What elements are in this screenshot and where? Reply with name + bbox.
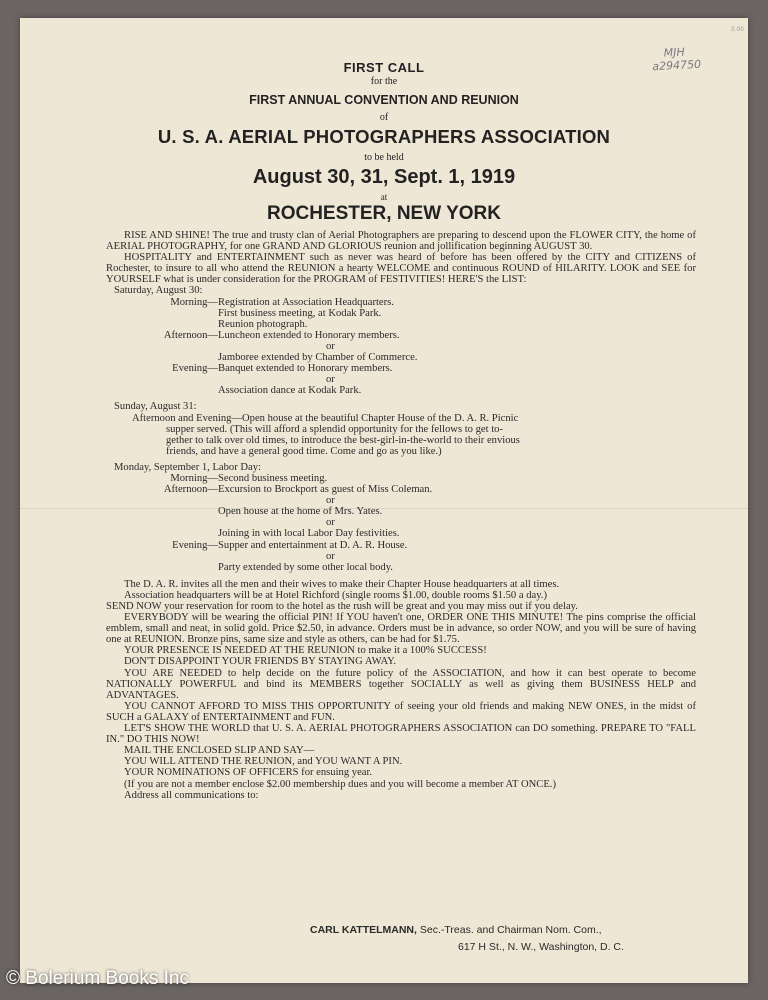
- mon-afternoon-3: Joining in with local Labor Day festivities.: [218, 528, 400, 540]
- for-the-text: for the: [370, 76, 398, 87]
- signature-title: Sec.-Treas. and Chairman Nom. Com.,: [419, 924, 602, 936]
- sun-line-4: friends, and have a general good time. Come and go as you like.): [166, 445, 442, 457]
- closing-membership: (If you are not a member enclose $2.00 membership dues and you will become a member AT ONCE.): [124, 778, 556, 790]
- sat-morning-1: Registration at Association Headquarters.: [218, 296, 394, 308]
- closing-pin: EVERYBODY will be wearing the official PIN! If YOU haven't one, ORDER ONE THIS MINUTE! The pins comprise the official emblem, small and neat, in solid gold. Price $2.50, in advance. Orders must be in advance, so order NOW, and you will be sure of having one at REUNION. Bronze pins, same size and style as others, can be had for $1.75.: [106, 612, 696, 646]
- document-sheet: [20, 18, 748, 983]
- closing-address: Address all communications to:: [124, 789, 259, 801]
- or-text: or: [326, 374, 335, 386]
- sat-afternoon-2: Jamboree extended by Chamber of Commerce.: [218, 352, 418, 364]
- dates-heading: August 30, 31, Sept. 1, 1919: [252, 166, 516, 188]
- sat-morning-3: Reunion photograph.: [218, 318, 308, 330]
- closing-attend: YOU WILL ATTEND THE REUNION, and YOU WANT A PIN.: [124, 756, 403, 768]
- to-be-held-text: to be held: [364, 152, 404, 163]
- of-text: of: [379, 112, 389, 123]
- or-text: or: [326, 495, 335, 507]
- signature-address: 617 H St., N. W., Washington, D. C.: [458, 941, 624, 953]
- signature-name: CARL KATTELMANN,: [310, 924, 417, 936]
- association-heading: U. S. A. AERIAL PHOTOGRAPHERS ASSOCIATION: [157, 126, 611, 147]
- closing-cannot-afford: YOU CANNOT AFFORD TO MISS THIS OPPORTUNITY of seeing your old friends and making NEW ONES, in the midst of SUCH a GALAXY of ENTERTAINMENT and FUN.: [106, 700, 696, 723]
- convention-heading: FIRST ANNUAL CONVENTION AND REUNION: [249, 93, 519, 107]
- closing-presence: YOUR PRESENCE IS NEEDED AT THE REUNION to make it a 100% SUCCESS!: [124, 645, 487, 657]
- monday-heading: Monday, September 1, Labor Day:: [114, 461, 261, 473]
- mon-morning-label: Morning—: [170, 472, 218, 484]
- or-text: or: [326, 550, 335, 562]
- or-text: or: [326, 517, 335, 529]
- mon-morning: Second business meeting.: [218, 472, 328, 484]
- or-text: or: [326, 340, 335, 352]
- closing-mail: MAIL THE ENCLOSED SLIP AND SAY—: [124, 745, 315, 757]
- closing-dar: The D. A. R. invites all the men and their wives to make their Chapter House headquarters at all times.: [124, 578, 560, 590]
- sat-morning-label: Morning—: [170, 296, 218, 308]
- closing-dont-disappoint: DON'T DISAPPOINT YOUR FRIENDS BY STAYING AWAY.: [124, 656, 397, 668]
- sat-evening-1: Banquet extended to Honorary members.: [218, 363, 393, 375]
- intro-paragraph-2: HOSPITALITY and ENTERTAINMENT such as never was heard of before has been offered by the CITY and CITIZENS of Rochester, to insure to all who attend the REUNION a hearty WELCOME and continuous ROUND of HILARITY. LOOK and SEE for YOURSELF what is under consideration for the PROGRAM of FESTIVITIES! HERE'S the LIST:: [106, 252, 696, 286]
- mon-evening-1: Supper and entertainment at D. A. R. House.: [218, 539, 408, 551]
- sun-line-2: supper served. (This will afford a splendid opportunity for the fellows to get to-: [166, 423, 503, 435]
- schedule-monday: [106, 462, 696, 573]
- sat-evening-2: Association dance at Kodak Park.: [218, 385, 362, 397]
- closing-show-world: LET'S SHOW THE WORLD that U. S. A. AERIAL PHOTOGRAPHERS ASSOCIATION can DO something. PREPARE TO "FALL IN." DO THIS NOW!: [106, 723, 696, 746]
- document-body: [106, 230, 696, 801]
- at-text: at: [380, 192, 388, 202]
- city-heading: ROCHESTER, NEW YORK: [266, 203, 501, 224]
- signature-line: [310, 924, 602, 936]
- sat-evening-label: Evening—: [172, 363, 218, 375]
- mon-afternoon-label: Afternoon—: [163, 484, 218, 496]
- sat-afternoon-label: Afternoon—: [163, 329, 218, 341]
- closing-section: [106, 579, 696, 801]
- mon-evening-2: Party extended by some other local body.: [218, 561, 393, 573]
- closing-send-now: SEND NOW your reservation for room to the hotel as the rush will be great and you may miss out if you delay.: [106, 601, 578, 612]
- pencil-line-2: a294750: [652, 57, 702, 74]
- closing-hotel: Association headquarters will be at Hotel Richford (single rooms $1.00, double rooms $1.50 a day.): [124, 589, 547, 601]
- sun-line-3: gether to talk over old times, to introduce the best-girl-in-the-world to their envious: [166, 434, 520, 446]
- sunday-heading: Sunday, August 31:: [114, 401, 197, 413]
- schedule-saturday: [106, 285, 696, 396]
- first-call-heading: FIRST CALL: [343, 60, 425, 75]
- closing-nominations: YOUR NOMINATIONS OF OFFICERS for ensuing year.: [124, 767, 373, 779]
- mon-afternoon-2: Open house at the home of Mrs. Yates.: [218, 506, 383, 518]
- pencil-line-1: MJH: [663, 45, 686, 60]
- closing-needed: YOU ARE NEEDED to help decide on the future policy of the ASSOCIATION, and how it can best operate to become NATIONALLY POWERFUL and bind its MEMBERS together SOCIALLY as well as giving them BUSINESS HELP and ADVANTAGES.: [106, 667, 696, 701]
- sun-line-1: Open house at the beautiful Chapter House of the D. A. R. Picnic: [242, 412, 519, 424]
- mon-evening-label: Evening—: [172, 539, 218, 551]
- watermark: © Bolerium Books Inc: [6, 968, 189, 989]
- schedule-sunday: [106, 401, 696, 456]
- mon-afternoon-1: Excursion to Brockport as guest of Miss Coleman.: [218, 484, 433, 496]
- sat-afternoon-1: Luncheon extended to Honorary members.: [218, 329, 400, 341]
- sat-morning-2: First business meeting, at Kodak Park.: [218, 307, 382, 319]
- saturday-heading: Saturday, August 30:: [114, 285, 203, 297]
- intro-paragraph-1: RISE AND SHINE! The true and trusty clan of Aerial Photographers are preparing to descend upon the FLOWER CITY, the home of AERIAL PHOTOGRAPHY, for one GRAND AND GLORIOUS reunion and jollification beginning AUGUST 30.: [106, 230, 696, 253]
- sun-label: Afternoon and Evening—: [132, 412, 243, 424]
- pencil-corner: 3.00: [730, 26, 744, 33]
